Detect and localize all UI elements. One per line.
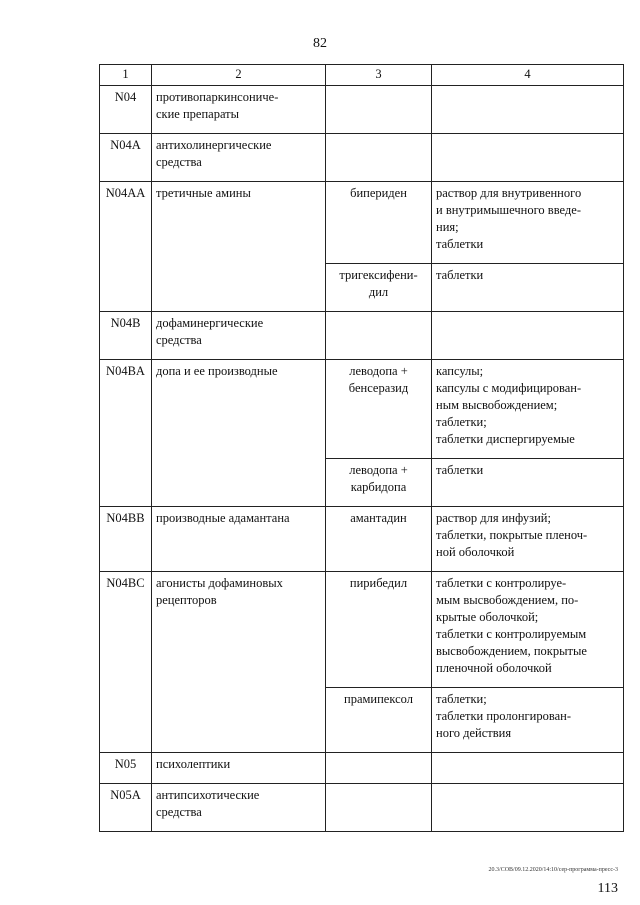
drug-name-line: карбидопа [350, 480, 407, 494]
column-header: 1 [100, 65, 152, 86]
dosage-form-cell [432, 507, 624, 572]
table-body [100, 86, 624, 832]
drug-name-cell [326, 264, 432, 312]
dosage-form-cell [432, 312, 624, 360]
drug-name-line: леводопа + [349, 463, 408, 477]
dosage-form-cell [432, 182, 624, 264]
table-row [100, 182, 624, 264]
page-number-top: 82 [313, 36, 327, 51]
dosage-form-line: пленочной оболочкой [436, 661, 552, 675]
group-name-line: средства [156, 333, 202, 347]
dosage-form-line: таблетки [436, 237, 484, 251]
drug-name-line: пирибедил [349, 576, 408, 590]
group-name-line: средства [156, 155, 202, 169]
dosage-form-line: таблетки [436, 463, 484, 477]
drug-name-cell [326, 134, 432, 182]
group-name-line: допа и ее производные [156, 364, 278, 378]
group-name-line: противопаркинсониче- [156, 90, 279, 104]
dosage-form-line: таблетки диспергируемые [436, 432, 575, 446]
group-name-cell [152, 572, 326, 753]
column-header: 3 [326, 65, 432, 86]
table-header-row [100, 65, 624, 86]
group-name-line: средства [156, 805, 202, 819]
dosage-form-line: таблетки, покрытые пленоч- [436, 528, 588, 542]
dosage-form-line: ной оболочкой [436, 545, 515, 559]
dosage-form-line: крытые оболочкой; [436, 610, 539, 624]
group-name-line: агонисты дофаминовых [156, 576, 283, 590]
dosage-form-line: таблетки [436, 268, 484, 282]
atc-code-cell: N05A [100, 784, 152, 832]
drug-name-cell [326, 182, 432, 264]
group-name-line: антихолинергические [156, 138, 272, 152]
dosage-form-line: таблетки; [436, 415, 487, 429]
table-row [100, 784, 624, 832]
drug-name-cell [326, 312, 432, 360]
footer-stamp: 20.3/СОВ/09.12.2020/14:10/сер-программа-пресс-3 [488, 867, 618, 873]
drug-name-line: амантадин [350, 511, 407, 525]
group-name-line: дофаминергические [156, 316, 264, 330]
dosage-form-cell [432, 264, 624, 312]
group-name-cell [152, 507, 326, 572]
table-row [100, 134, 624, 182]
table-row [100, 753, 624, 784]
dosage-form-cell [432, 688, 624, 753]
atc-code-cell: N04 [100, 86, 152, 134]
group-name-cell [152, 360, 326, 507]
drug-classification-table [99, 64, 624, 832]
dosage-form-line: капсулы с модифицирован- [436, 381, 582, 395]
group-name-cell [152, 134, 326, 182]
group-name-line: рецепторов [156, 593, 217, 607]
column-header: 4 [432, 65, 624, 86]
drug-name-line: леводопа + [349, 364, 408, 378]
dosage-form-line: таблетки с контролируе- [436, 576, 567, 590]
dosage-form-line: капсулы; [436, 364, 484, 378]
table-row [100, 507, 624, 572]
drug-name-line: бенсеразид [348, 381, 409, 395]
dosage-form-cell [432, 753, 624, 784]
dosage-form-line: ным высвобождением; [436, 398, 558, 412]
dosage-form-line: раствор для внутривенного [436, 186, 582, 200]
dosage-form-line: ного действия [436, 726, 512, 740]
drug-name-line: тригексифени- [339, 268, 418, 282]
atc-code-cell: N04BB [100, 507, 152, 572]
drug-name-cell [326, 360, 432, 459]
group-name-cell [152, 753, 326, 784]
group-name-cell [152, 86, 326, 134]
group-name-line: третичные амины [156, 186, 251, 200]
atc-code-cell: N05 [100, 753, 152, 784]
dosage-form-line: и внутримышечного введе- [436, 203, 581, 217]
drug-name-cell [326, 753, 432, 784]
dosage-form-line: таблетки с контролируемым [436, 627, 587, 641]
dosage-form-cell [432, 784, 624, 832]
atc-code-cell: N04BC [100, 572, 152, 753]
drug-name-cell [326, 572, 432, 688]
drug-name-cell [326, 688, 432, 753]
table-row [100, 572, 624, 688]
dosage-form-line: высвобождением, покрытые [436, 644, 587, 658]
drug-name-line: дил [368, 285, 389, 299]
group-name-cell [152, 312, 326, 360]
table-row [100, 360, 624, 459]
group-name-line: антипсихотические [156, 788, 260, 802]
dosage-form-line: ния; [436, 220, 459, 234]
dosage-form-line: таблетки; [436, 692, 487, 706]
group-name-cell [152, 182, 326, 312]
dosage-form-cell [432, 360, 624, 459]
drug-name-cell [326, 459, 432, 507]
dosage-form-cell [432, 459, 624, 507]
drug-name-cell [326, 86, 432, 134]
atc-code-cell: N04BA [100, 360, 152, 507]
column-header: 2 [152, 65, 326, 86]
drug-name-line: бипериден [350, 186, 407, 200]
drug-name-cell [326, 507, 432, 572]
table-row [100, 312, 624, 360]
atc-code-cell: N04AA [100, 182, 152, 312]
atc-code-cell: N04A [100, 134, 152, 182]
drug-name-cell [326, 784, 432, 832]
table-row [100, 86, 624, 134]
dosage-form-cell [432, 86, 624, 134]
dosage-form-line: раствор для инфузий; [436, 511, 551, 525]
group-name-cell [152, 784, 326, 832]
atc-code-cell: N04B [100, 312, 152, 360]
dosage-form-line: мым высвобождением, по- [436, 593, 579, 607]
page-number-bottom: 113 [597, 881, 618, 896]
group-name-line: психолептики [156, 757, 231, 771]
group-name-line: производные адамантана [156, 511, 290, 525]
dosage-form-line: таблетки пролонгирован- [436, 709, 572, 723]
group-name-line: ские препараты [156, 107, 240, 121]
drug-name-line: прамипексол [344, 692, 413, 706]
dosage-form-cell [432, 134, 624, 182]
dosage-form-cell [432, 572, 624, 688]
